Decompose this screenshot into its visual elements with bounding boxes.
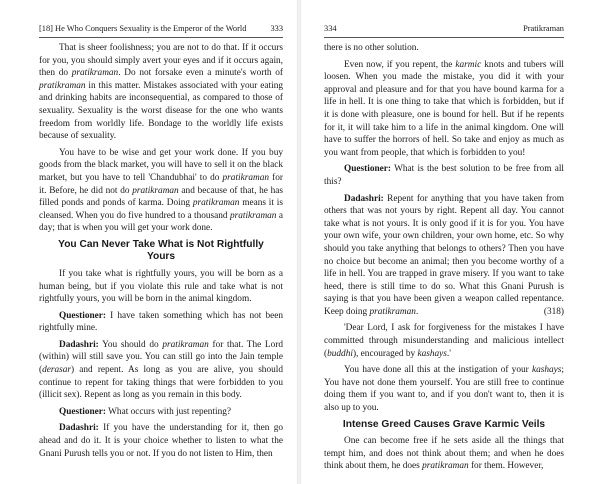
text-run: What is the best solution to be free from all this? — [324, 164, 564, 187]
italic-term: derasar — [42, 365, 72, 376]
paragraph — [39, 310, 283, 335]
text-run: for that. The Lord (within) will still save you. You can still go into the Jain temple ( — [39, 339, 284, 376]
italic-term: pratikraman — [132, 185, 179, 196]
text-run: Repent for anything that you have taken from others that was not yours by right. Repent all day. You cannot take what is not yours. It is only good if it is for you. You have your own wife, your own children, your own home, etc. So why should you take anything that belongs to others? Then you have no choice but become an animal; then you become worthy of a life in hell. You are trapped in grave misery. If you want to take heed, there is still time to do so. What this Gnani Purush is saying is that you have been given a weapon called repentance. Keep doing — [324, 193, 564, 317]
text-run: You have done all this at the instigation of your — [344, 365, 532, 376]
text-run: One can become free if he sets aside all the things that tempt him, and does not think about them; and when he does think about them, he does — [324, 436, 564, 472]
book-gutter — [297, 0, 301, 484]
text-run: for it. Before, he did not do — [39, 172, 283, 196]
italic-term: kashays — [417, 348, 447, 359]
text-run: You should do — [98, 339, 163, 350]
text-run: a day; that is when you will get your work done. — [39, 210, 283, 234]
paragraph — [324, 364, 564, 414]
paragraph — [39, 339, 283, 402]
right-header-rule — [324, 37, 564, 38]
text-run: knots and tubers will loosen. When you made the mistake, you did it with your approval and pleasure and for that you have bound karma for a life in hell. It is one thing to take that which is forbidden, but if it is done with pleasure, one is bound for hell. But if he repents for it, it will take him to a life in the animal kingdom. One will have to suffer the horrors of hell. So take and enjoy as much as you want from people, that which is forbidden to you! — [324, 59, 564, 158]
text-run: . — [415, 306, 419, 317]
speaker-label: Questioner: — [59, 310, 106, 321]
text-run: If you take what is rightfully yours, you will be born as a human being, but if you violate this rule and take what is not rightfully yours, you will be born in the animal kingdom. — [39, 268, 283, 305]
text-run: Even now, if you repent, the — [344, 59, 456, 70]
paragraph — [324, 193, 564, 319]
text-run: ) and repent. As long as you are alive, you should continue to repent for taking things that were forbidden to you (illicit sex). Repent as long as you remain in this body. — [39, 365, 283, 401]
text-run: means it is cleansed. When you do five hundred to a thousand — [39, 198, 284, 221]
text-run: You have to be wise and get your work done. If you buy goods from the black market, you will have to sell it on the black market, but you have to tell 'Chandubhai' to do — [39, 147, 283, 183]
right-page-number: 334 — [324, 24, 337, 33]
text-run: there is no other solution. — [324, 43, 419, 53]
text-run: What occurs with just repenting? — [106, 406, 232, 417]
left-paragraphs-after-heading — [39, 268, 283, 460]
paragraph — [39, 268, 283, 306]
text-run: for them. However, — [468, 461, 544, 472]
italic-term: kashays — [531, 365, 562, 376]
speaker-label: Questioner: — [344, 164, 391, 175]
italic-term: pratikraman — [222, 172, 270, 183]
italic-term: buddhi — [327, 348, 353, 359]
italic-term: pratikraman — [192, 198, 240, 209]
section-heading: You Can Never Take What is Not Rightfully Yours — [58, 238, 264, 263]
paragraph — [324, 163, 564, 188]
text-run: I have taken something which has not been rightfully mine. — [39, 310, 283, 334]
paragraph — [324, 322, 564, 360]
text-run: If you have the understanding for it, then go ahead and do it. It is your choice whether to listen to what the Gnani Purush tells you or not. If you do not listen to Him, then — [39, 423, 283, 459]
speaker-label: Dadashri: — [344, 193, 384, 204]
right-page — [302, 0, 599, 484]
italic-term: pratikraman — [369, 306, 416, 317]
paragraph — [324, 42, 564, 55]
italic-term: pratikraman — [71, 68, 119, 79]
italic-term: pratikraman — [229, 210, 277, 221]
left-paragraphs — [39, 42, 283, 235]
right-paragraphs-after-heading — [324, 435, 564, 473]
left-header-rule — [39, 37, 283, 38]
left-page-number: 333 — [270, 24, 283, 33]
italic-term: karmic — [455, 59, 482, 70]
text-run: and because of that, he has filled ponds and ponds of karma. Doing — [39, 185, 284, 209]
italic-term: pratikraman — [162, 339, 209, 350]
left-page-body — [39, 42, 283, 464]
text-run: ), encouraged by — [352, 348, 418, 359]
right-header-title: Pratikraman — [523, 24, 564, 33]
italic-term: pratikraman — [39, 80, 86, 91]
paragraph — [324, 59, 564, 160]
reference-number: (318) — [543, 306, 564, 317]
paragraph — [39, 147, 283, 235]
paragraph — [39, 422, 283, 460]
text-run: .' — [446, 348, 451, 359]
paragraph — [324, 435, 564, 473]
text-run: . Do not forsake even a minute's worth of — [118, 68, 283, 79]
paragraph — [39, 406, 283, 419]
section-heading: Intense Greed Causes Grave Karmic Veils — [342, 418, 546, 430]
right-page-body — [324, 42, 564, 477]
text-run: 'Dear Lord, I ask for forgiveness for the mistakes I have committed through misunderstanding and malicious intellect ( — [324, 323, 564, 359]
italic-term: pratikraman — [422, 461, 469, 472]
speaker-label: Dadashri: — [59, 423, 99, 434]
speaker-label: Dadashri: — [59, 339, 99, 350]
speaker-label: Questioner: — [59, 406, 106, 417]
paragraph — [39, 42, 283, 143]
text-run: That is sheer foolishness; you are not to do that. If it occurs for you, you should simply avert your eyes and if it occurs again, then do — [39, 43, 283, 79]
left-header-title: [18] He Who Conquers Sexuality is the Emperor of the World — [39, 24, 247, 33]
left-page — [0, 0, 296, 484]
right-paragraphs — [324, 42, 564, 415]
text-run: ; You have not done them yourself. You are still free to continue doing them if you want to, and if you don't want to, then it is also up to you. — [324, 365, 564, 414]
text-run: in this matter. Mistakes associated with your eating and drinking habits are inconsequential, as compared to those of sexuality. Sexuality is the worst disease for the one who wants freedom from worldly life. Bondage to the worldly life exists because of sexuality. — [39, 80, 283, 142]
